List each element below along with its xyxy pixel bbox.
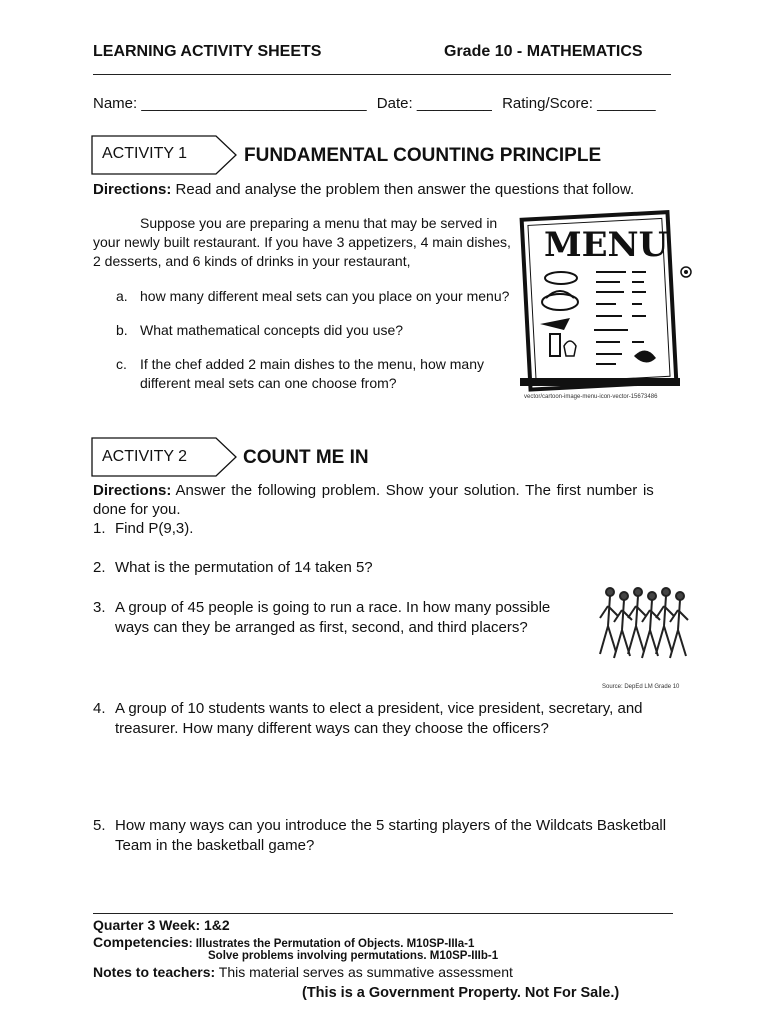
info-line <box>93 94 656 114</box>
date-label: Date: <box>376 95 413 112</box>
activity1-title: FUNDAMENTAL COUNTING PRINCIPLE <box>244 145 602 166</box>
activity1-tag: ACTIVITY 1 <box>102 145 188 162</box>
name-label: Name: <box>93 95 138 112</box>
list-item: c. If the chef added 2 main dishes to the menu, how many different meal sets can one choose from? <box>116 356 484 391</box>
activity2-directions <box>93 481 675 501</box>
rating-blank: _______ <box>597 95 656 112</box>
list-item: 3. A group of 45 people is going to run a race. In how many possible ways can they be arranged as first, second, and third placers? <box>93 599 551 636</box>
notes-to-teachers <box>93 964 513 980</box>
footer-rule <box>93 913 673 914</box>
problem-line-2: your newly built restaurant. If you have 3 appetizers, 4 main dishes, <box>93 234 511 250</box>
list-item: 5. How many ways can you introduce the 5 starting players of the Wildcats Basketball Team in the basketball game? <box>93 817 667 854</box>
runners-image-source: Source: DepEd LM Grade 10 <box>602 684 680 690</box>
name-blank: ___________________________ <box>141 95 367 112</box>
menu-word: MENU <box>544 225 669 265</box>
directions-label: Directions: <box>93 482 172 499</box>
list-item: b. What mathematical concepts did you use? <box>116 322 404 338</box>
rating-label: Rating/Score: <box>502 95 593 112</box>
directions-text-cont: done for you. <box>93 501 181 518</box>
activity2-tag: ACTIVITY 2 <box>102 448 188 465</box>
problem-line-3: 2 desserts, and 6 kinds of drinks in your restaurant, <box>93 253 411 269</box>
list-item: 1. Find P(9,3). <box>93 520 194 537</box>
menu-illustration <box>516 206 696 406</box>
directions-label: Directions: <box>93 181 172 198</box>
menu-image-source: vector/cartoon-image-menu-icon-vector-15673486 <box>524 394 658 400</box>
list-item: a. how many different meal sets can you place on your menu? <box>116 288 510 304</box>
grade-subject: Grade 10 - MATHEMATICS <box>444 43 643 60</box>
problem-line-1: Suppose you are preparing a menu that may be served in <box>140 215 498 231</box>
competencies-label: Competencies <box>93 934 189 950</box>
directions-text: Read and analyse the problem then answer the questions that follow. <box>175 181 635 198</box>
date-blank: _________ <box>416 95 492 112</box>
quarter-week: Quarter 3 Week: 1&2 <box>93 917 230 933</box>
directions-text: Answer the following problem. Show your solution. The first number is <box>175 482 654 499</box>
list-item: 4. A group of 10 students wants to elect a president, vice president, secretary, and treasurer. How many different ways can they choose the officers? <box>93 700 643 737</box>
competency-1: : Illustrates the Permutation of Objects. M10SP-IIIa-1 <box>188 938 475 950</box>
activity2-title: COUNT ME IN <box>243 447 369 468</box>
notes-text: This material serves as summative assessment <box>218 964 513 980</box>
list-item: 2. What is the permutation of 14 taken 5? <box>93 559 373 576</box>
header-rule <box>93 74 671 75</box>
sheet-title: LEARNING ACTIVITY SHEETS <box>93 43 322 60</box>
competency-2: Solve problems involving permutations. M10SP-IIIb-1 <box>208 950 499 962</box>
runners-illustration <box>596 582 696 694</box>
notes-label: Notes to teachers: <box>93 964 216 980</box>
activity1-directions <box>93 180 634 200</box>
competencies <box>93 934 474 950</box>
government-property-notice: (This is a Government Property. Not For Sale.) <box>302 985 620 1001</box>
